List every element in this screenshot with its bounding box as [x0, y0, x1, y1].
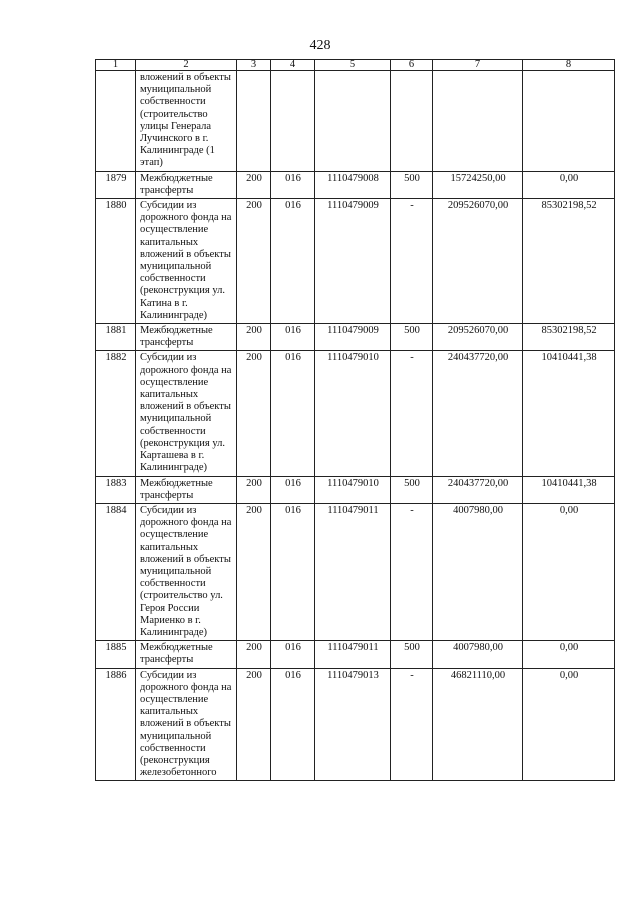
section-code-cell: 200: [237, 324, 271, 351]
expense-type-cell: 500: [391, 641, 433, 668]
section-code-cell: 200: [237, 668, 271, 781]
section-code-cell: 200: [237, 641, 271, 668]
subsection-code-cell: 016: [271, 351, 315, 476]
amount-planned-cell: [433, 71, 523, 172]
header-row: [96, 60, 615, 71]
subsection-code-cell: [271, 71, 315, 172]
target-article-cell: 1110479009: [315, 199, 391, 324]
target-article-cell: 1110479011: [315, 503, 391, 640]
table-body: [96, 71, 615, 781]
amount-planned-cell: 240437720,00: [433, 351, 523, 476]
item-name-cell: вложений в объекты муниципальной собственности (строительство улицы Генерала Лучинского в г. Калининграде (1 этап): [136, 71, 237, 172]
row-number-cell: 1879: [96, 171, 136, 198]
row-number-cell: 1882: [96, 351, 136, 476]
row-number-cell: 1884: [96, 503, 136, 640]
section-code-cell: [237, 71, 271, 172]
table-row: [96, 668, 615, 781]
section-code-cell: 200: [237, 351, 271, 476]
subsection-code-cell: 016: [271, 171, 315, 198]
subsection-code-cell: 016: [271, 641, 315, 668]
header-col-5: 5: [315, 60, 391, 71]
target-article-cell: 1110479010: [315, 476, 391, 503]
item-name-cell: Субсидии из дорожного фонда на осуществление капитальных вложений в объекты муниципальной собственности (реконструкция железобетонного: [136, 668, 237, 781]
expense-type-cell: 500: [391, 324, 433, 351]
row-number-cell: 1883: [96, 476, 136, 503]
subsection-code-cell: 016: [271, 199, 315, 324]
amount-executed-cell: 0,00: [523, 668, 615, 781]
header-col-6: 6: [391, 60, 433, 71]
amount-executed-cell: 10410441,38: [523, 476, 615, 503]
section-code-cell: 200: [237, 476, 271, 503]
expense-type-cell: -: [391, 503, 433, 640]
expense-type-cell: 500: [391, 476, 433, 503]
item-name-cell: Субсидии из дорожного фонда на осуществление капитальных вложений в объекты муниципальной собственности (строительство ул. Героя России Мариенко в г. Калининграде): [136, 503, 237, 640]
subsection-code-cell: 016: [271, 324, 315, 351]
expense-type-cell: 500: [391, 171, 433, 198]
subsection-code-cell: 016: [271, 476, 315, 503]
page-number: 428: [309, 38, 331, 53]
row-number-cell: 1885: [96, 641, 136, 668]
amount-executed-cell: 0,00: [523, 503, 615, 640]
table-row: [96, 324, 615, 351]
item-name-cell: Межбюджетные трансферты: [136, 324, 237, 351]
table-row: [96, 641, 615, 668]
expense-type-cell: -: [391, 351, 433, 476]
target-article-cell: 1110479010: [315, 351, 391, 476]
row-number-cell: 1881: [96, 324, 136, 351]
table-row: [96, 199, 615, 324]
header-col-1: 1: [96, 60, 136, 71]
target-article-cell: [315, 71, 391, 172]
section-code-cell: 200: [237, 199, 271, 324]
expense-type-cell: -: [391, 668, 433, 781]
amount-executed-cell: 0,00: [523, 641, 615, 668]
item-name-cell: Межбюджетные трансферты: [136, 171, 237, 198]
header-col-2: 2: [136, 60, 237, 71]
item-name-cell: Межбюджетные трансферты: [136, 641, 237, 668]
item-name-cell: Субсидии из дорожного фонда на осуществление капитальных вложений в объекты муниципальной собственности (реконструкция ул. Катина в г. Калининграде): [136, 199, 237, 324]
amount-executed-cell: 85302198,52: [523, 199, 615, 324]
row-number-cell: 1880: [96, 199, 136, 324]
amount-executed-cell: 10410441,38: [523, 351, 615, 476]
target-article-cell: 1110479009: [315, 324, 391, 351]
row-number-cell: [96, 71, 136, 172]
amount-executed-cell: [523, 71, 615, 172]
target-article-cell: 1110479011: [315, 641, 391, 668]
header-col-7: 7: [433, 60, 523, 71]
header-col-3: 3: [237, 60, 271, 71]
header-col-4: 4: [271, 60, 315, 71]
item-name-cell: Субсидии из дорожного фонда на осуществление капитальных вложений в объекты муниципальной собственности (реконструкция ул. Карташева в г. Калининграде): [136, 351, 237, 476]
table-row: [96, 503, 615, 640]
amount-executed-cell: 85302198,52: [523, 324, 615, 351]
expense-type-cell: [391, 71, 433, 172]
table-row: [96, 171, 615, 198]
section-code-cell: 200: [237, 171, 271, 198]
table-row: [96, 351, 615, 476]
table-row: [96, 71, 615, 172]
row-number-cell: 1886: [96, 668, 136, 781]
amount-planned-cell: 46821110,00: [433, 668, 523, 781]
amount-planned-cell: 209526070,00: [433, 324, 523, 351]
table-row: [96, 476, 615, 503]
subsection-code-cell: 016: [271, 668, 315, 781]
target-article-cell: 1110479013: [315, 668, 391, 781]
amount-planned-cell: 4007980,00: [433, 503, 523, 640]
amount-planned-cell: 240437720,00: [433, 476, 523, 503]
amount-planned-cell: 209526070,00: [433, 199, 523, 324]
target-article-cell: 1110479008: [315, 171, 391, 198]
amount-planned-cell: 4007980,00: [433, 641, 523, 668]
expense-type-cell: -: [391, 199, 433, 324]
item-name-cell: Межбюджетные трансферты: [136, 476, 237, 503]
header-col-8: 8: [523, 60, 615, 71]
section-code-cell: 200: [237, 503, 271, 640]
subsection-code-cell: 016: [271, 503, 315, 640]
amount-planned-cell: 15724250,00: [433, 171, 523, 198]
budget-table: [95, 59, 615, 781]
amount-executed-cell: 0,00: [523, 171, 615, 198]
